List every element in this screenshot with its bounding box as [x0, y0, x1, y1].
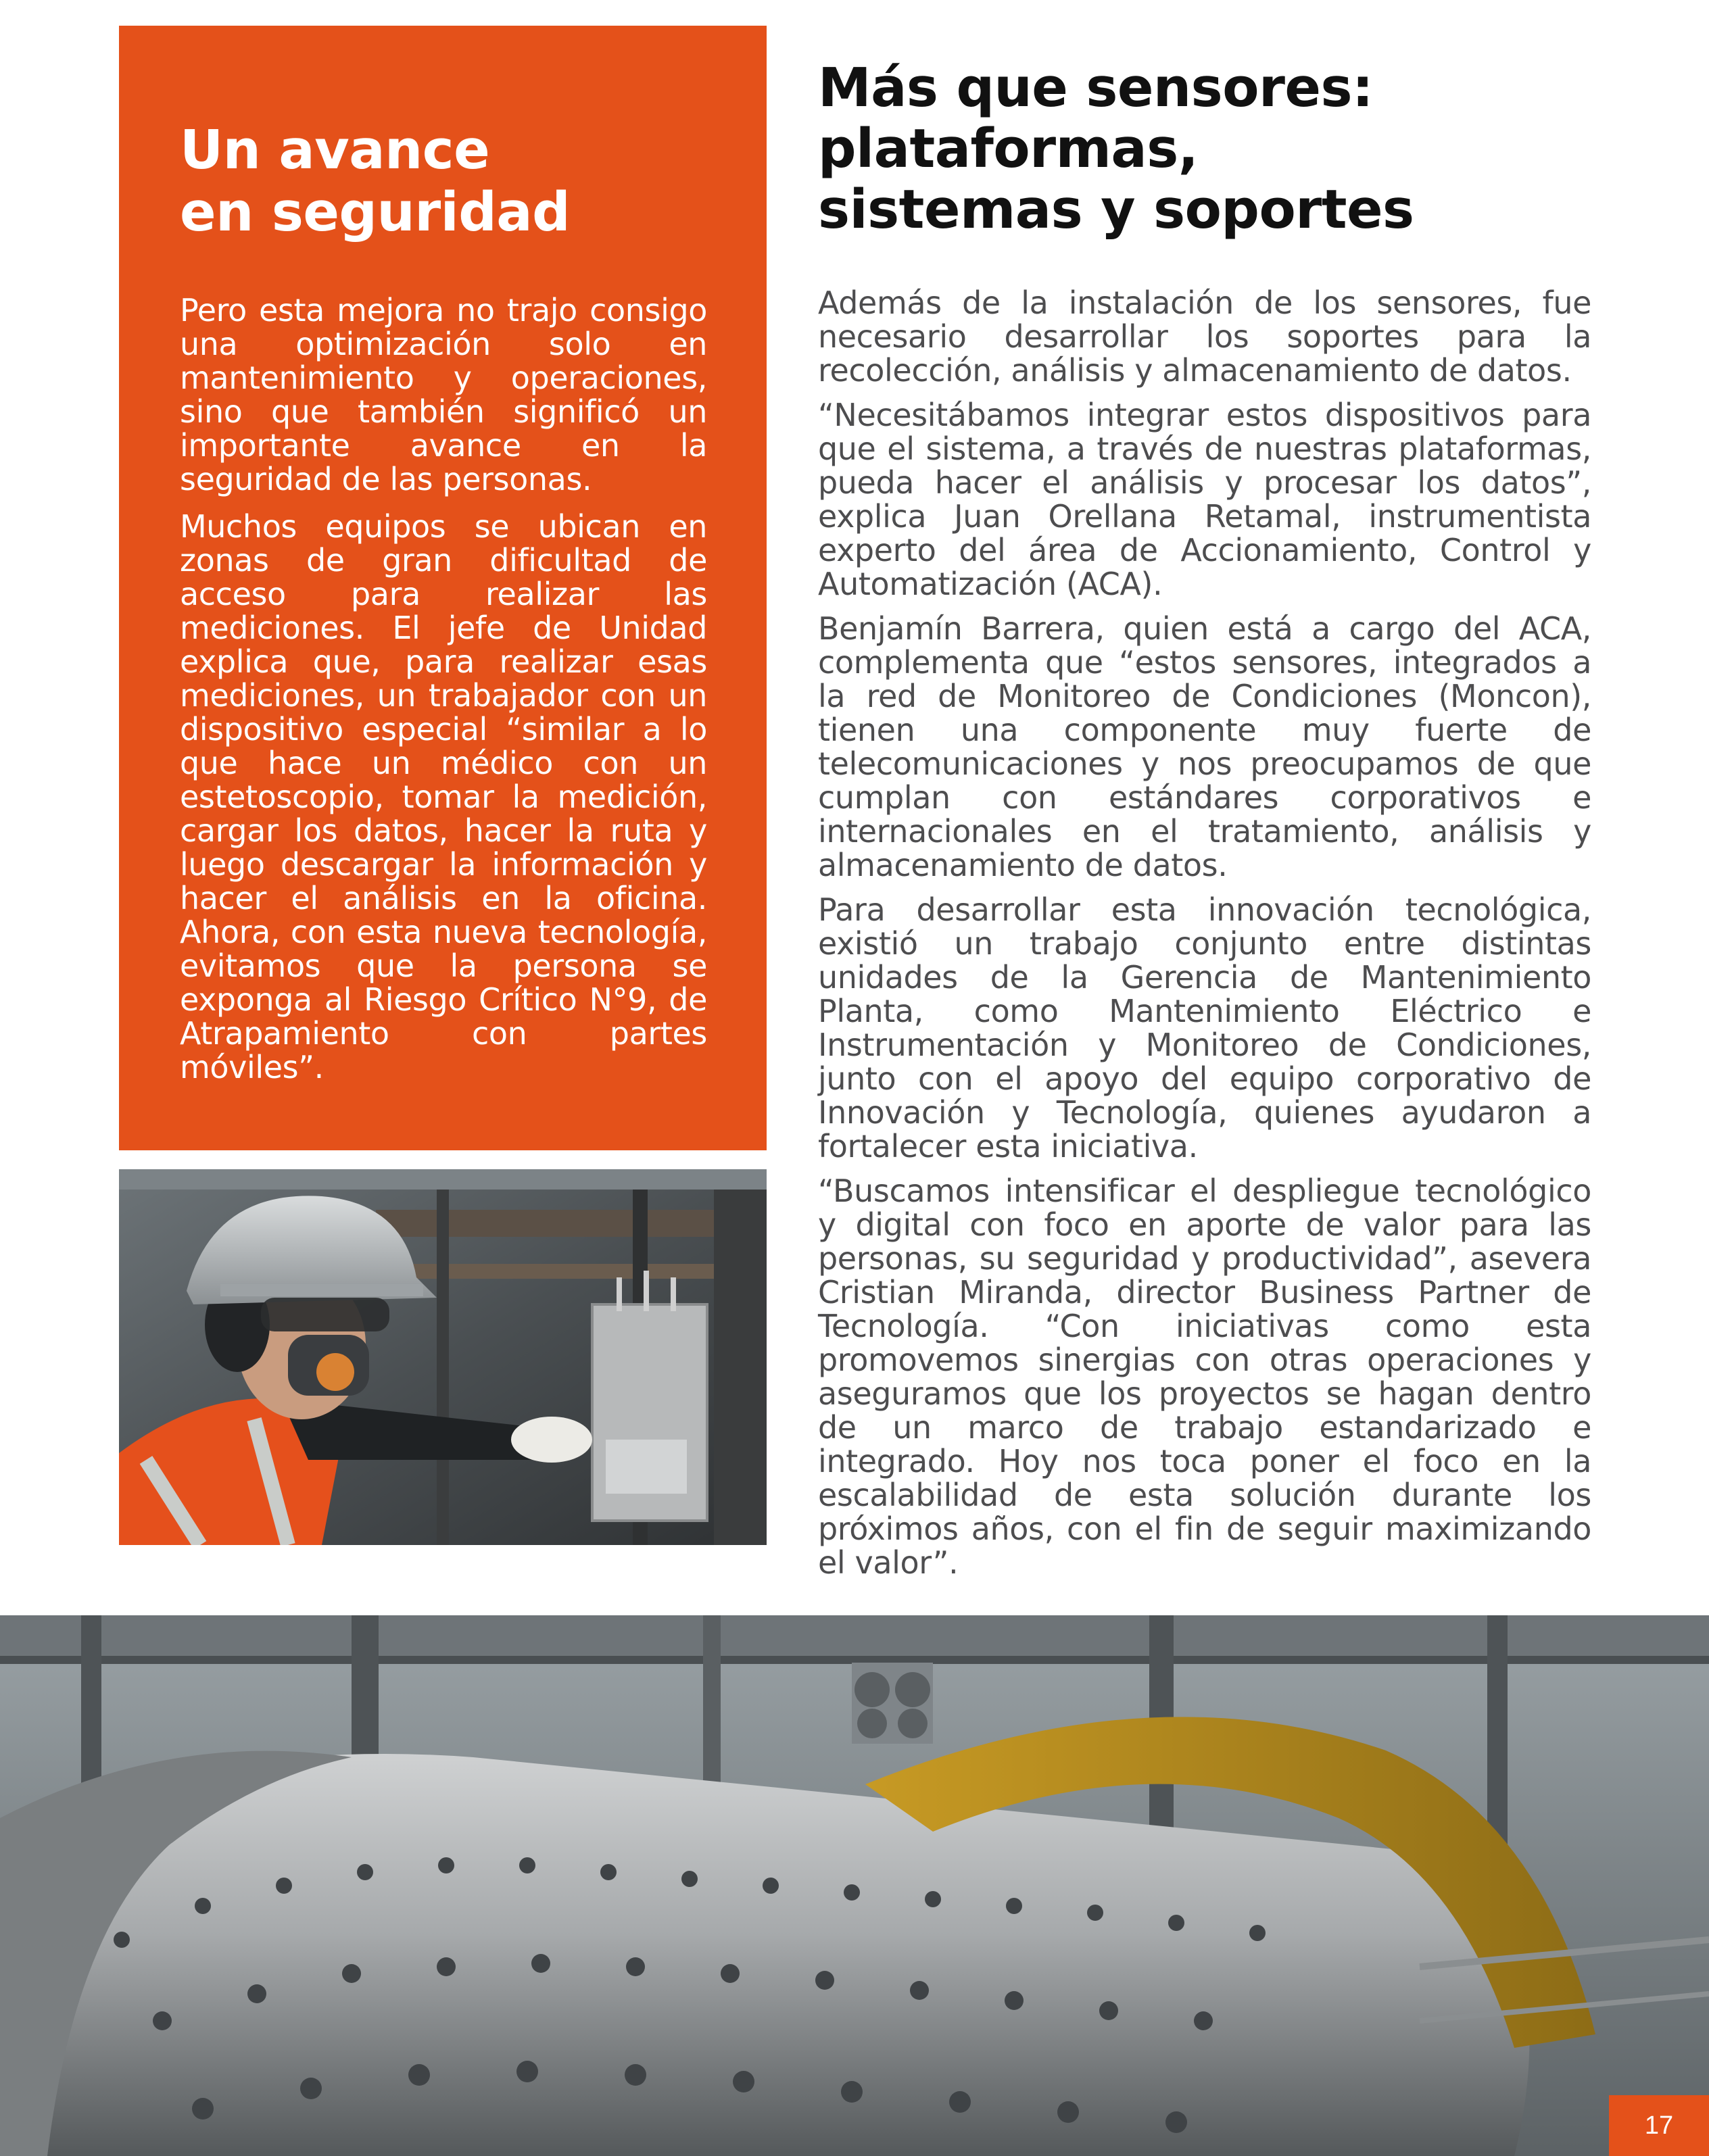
sensors-title-line-3: sistemas y soportes — [818, 178, 1414, 241]
article-paragraph-2: “Necesitábamos integrar estos dispositivos para que el sistema, a través de nuestras plataformas, pueda hacer el análisis y procesar los datos”, explica Juan Orellana Retamal, instrumentista experto del área de Accionamiento, Control y Automatización (ACA). — [818, 397, 1591, 602]
page-number: 17 — [1609, 2095, 1709, 2156]
sensors-article-title — [818, 57, 1591, 240]
sensors-title-line-2: plataformas, — [818, 118, 1199, 180]
grinding-mill-illustration — [0, 1615, 1709, 2156]
safety-paragraph-1: Pero esta mejora no trajo consigo una optimización solo en mantenimiento y operaciones, sino que también significó un importante avance en la seguridad de las personas. — [180, 292, 707, 497]
sensors-article — [818, 57, 1591, 1590]
safety-section-title — [180, 119, 707, 243]
article-paragraph-3: Benjamín Barrera, quien está a cargo del ACA, complementa que “estos sensores, integrados a la red de Monitoreo de Condiciones (Moncon), tienen una componente muy fuerte de telecomunicaciones y nos preocupamos de que cumplan con estándares corporativos e internacionales en el tratamiento, análisis y almacenamiento de datos. — [818, 610, 1591, 883]
article-paragraph-4: Para desarrollar esta innovación tecnológica, existió un trabajo conjunto entre distintas unidades de la Gerencia de Mantenimiento Planta, como Mantenimiento Eléctrico e Instrumentación y Monitoreo de Condiciones, junto con el apoyo del equipo corporativo de Innovación y Tecnología, quienes ayudaron a fortalecer esta iniciativa. — [818, 891, 1591, 1165]
safety-section-box — [119, 26, 767, 1150]
safety-title-line-1: Un avance — [180, 119, 490, 181]
worker-illustration — [119, 1169, 767, 1545]
article-paragraph-1: Además de la instalación de los sensores, fue necesario desarrollar los soportes para la recolección, análisis y almacenamiento de datos. — [818, 285, 1591, 389]
worker-photo — [119, 1169, 767, 1545]
safety-paragraph-2: Muchos equipos se ubican en zonas de gran dificultad de acceso para realizar las mediciones. El jefe de Unidad explica que, para realizar esas mediciones, un trabajador con un dispositivo especial “similar a lo que hace un médico con un estetoscopio, tomar la medición, cargar los datos, hacer la ruta y luego descargar la información y hacer el análisis en la oficina. Ahora, con esta nueva tecnología, evitamos que la persona se exponga al Riesgo Crítico N°9, de Atrapamiento con partes móviles”. — [180, 508, 707, 1085]
safety-title-line-2: en seguridad — [180, 181, 571, 243]
mill-photo — [0, 1615, 1709, 2156]
article-paragraph-5: “Buscamos intensificar el despliegue tecnológico y digital con foco en aporte de valor para las personas, su seguridad y productividad”, asevera Cristian Miranda, director Business Partner de Tecnología. “Con iniciativas como esta promovemos sinergias con otras operaciones y aseguramos que los proyectos se hagan dentro de un marco de trabajo estandarizado e integrado. Hoy nos toca poner el foco en la escalabilidad de esta solución durante los próximos años, con el fin de seguir maximizando el valor”. — [818, 1173, 1591, 1581]
sensors-title-line-1: Más que sensores: — [818, 57, 1374, 119]
